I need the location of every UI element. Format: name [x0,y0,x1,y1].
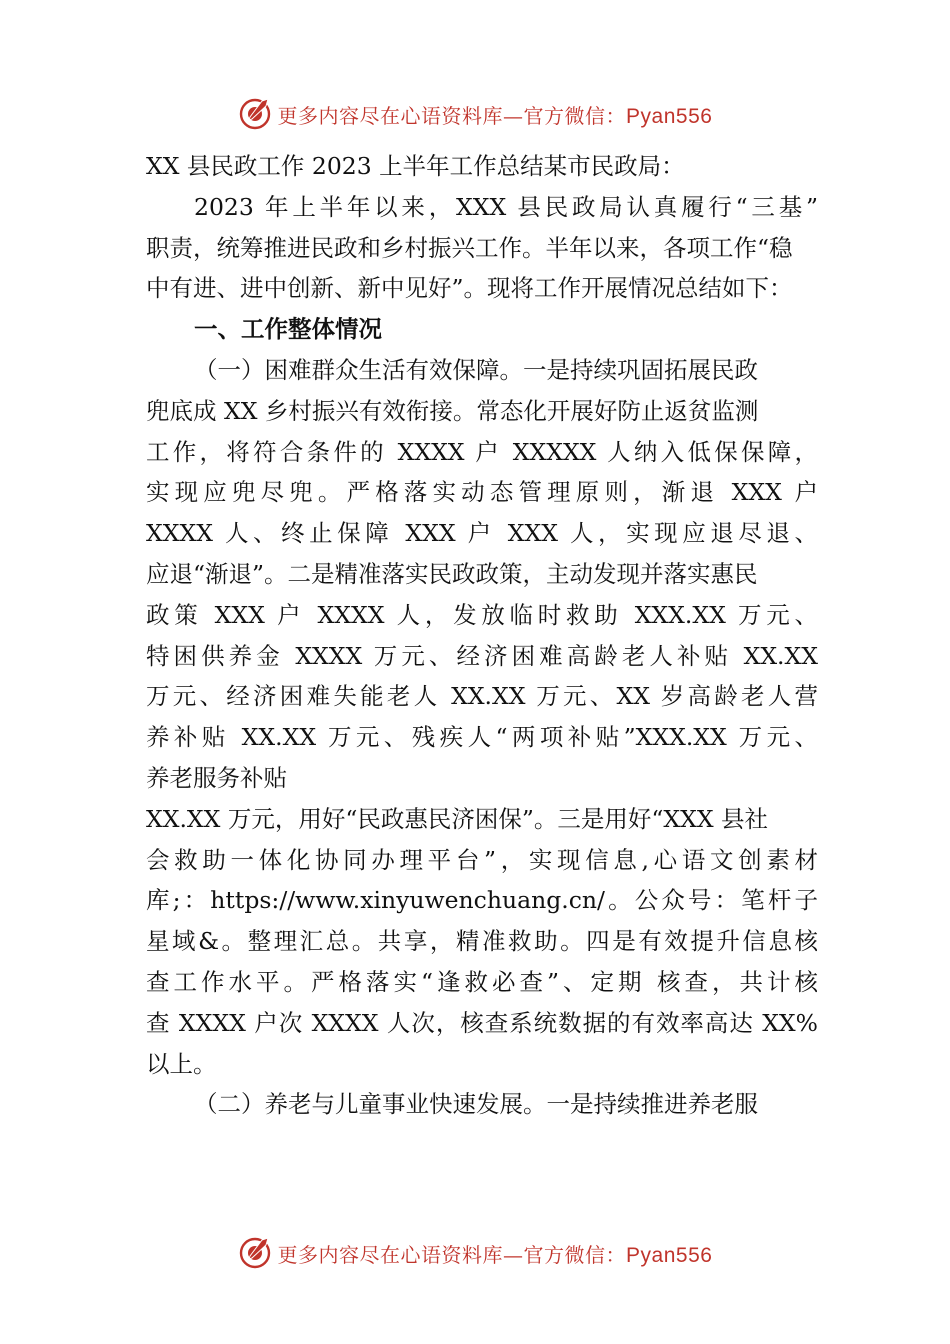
paragraph-line: XX.XX 万元，用好“民政惠民济困保”。三是用好“XXX 县社 [146,804,769,833]
paragraph-line: 查 XXXX 户次 XXXX 人次，核查系统数据的有效率高达 XX% [146,1008,818,1037]
paragraph-line: 养补贴 XX.XX 万元、残疾人“两项补贴”XXX.XX 万元、 [146,723,818,752]
paragraph-line: 以上。 [146,1049,217,1078]
subsection-line: （一）困难群众生活有效保障。一是持续巩固拓展民政 [194,355,758,384]
paragraph-line: 会救助一体化协同办理平台”，实现信息,心语文创素材 [146,845,818,874]
wechat-id: Pyan556 [626,1243,713,1267]
watermark-text: 更多内容尽在心语资料库—官方微信：Pyan556 [277,103,713,128]
paragraph-line: XXXX 人、终止保障 XXX 户 XXX 人，实现应退尽退、 [146,519,818,548]
paragraph-line: 兜底成 XX 乡村振兴有效衔接。常态化开展好防止返贫监测 [146,396,759,425]
paragraph-line: 中有进、进中创新、新中见好”。现将工作开展情况总结如下： [146,274,793,303]
paragraph-line: 工作，将符合条件的 XXXX 户 XXXXX 人纳入低保保障， [146,437,818,466]
paragraph-line: 特困供养金 XXXX 万元、经济困难高龄老人补贴 XX.XX [146,641,818,670]
subsection-line: （二）养老与儿童事业快速发展。一是持续推进养老服 [194,1090,758,1119]
paragraph-line: 实现应兜尽兜。严格落实动态管理原则，渐退 XXX 户 [146,478,818,507]
paragraph-line: 职责，统筹推进民政和乡村振兴工作。半年以来，各项工作“稳 [146,233,793,262]
paragraph-line: 政策 XXX 户 XXXX 人，发放临时救助 XXX.XX 万元、 [146,600,818,629]
paragraph-line: 2023 年上半年以来，XXX 县民政局认真履行“三基” [194,192,818,221]
paragraph-line: 养老服务补贴 [146,763,287,792]
paragraph-line: 库;：https://www.xinyuwenchuang.cn/。公众号：笔杆子 [146,886,818,915]
pen-seal-icon [238,97,272,131]
watermark-banner-top [0,94,950,134]
doc-title-line: XX 县民政工作 2023 上半年工作总结某市民政局： [146,152,685,180]
paragraph-line: 星域&。整理汇总。共享，精准救助。四是有效提升信息核 [146,927,818,956]
wechat-id: Pyan556 [626,104,713,128]
watermark-banner-bottom [0,1233,950,1273]
pen-seal-icon [238,1236,272,1270]
document-body [146,146,818,1125]
paragraph-line: 万元、经济困难失能老人 XX.XX 万元、XX 岁高龄老人营 [146,682,818,711]
paragraph-line: 查工作水平。严格落实“逢救必查”、定期 核查，共计核 [146,967,818,996]
watermark-text: 更多内容尽在心语资料库—官方微信：Pyan556 [277,1242,713,1267]
paragraph-line: 应退“渐退”。二是精准落实民政政策，主动发现并落实惠民 [146,559,758,588]
section-heading: 一、工作整体情况 [194,315,382,344]
